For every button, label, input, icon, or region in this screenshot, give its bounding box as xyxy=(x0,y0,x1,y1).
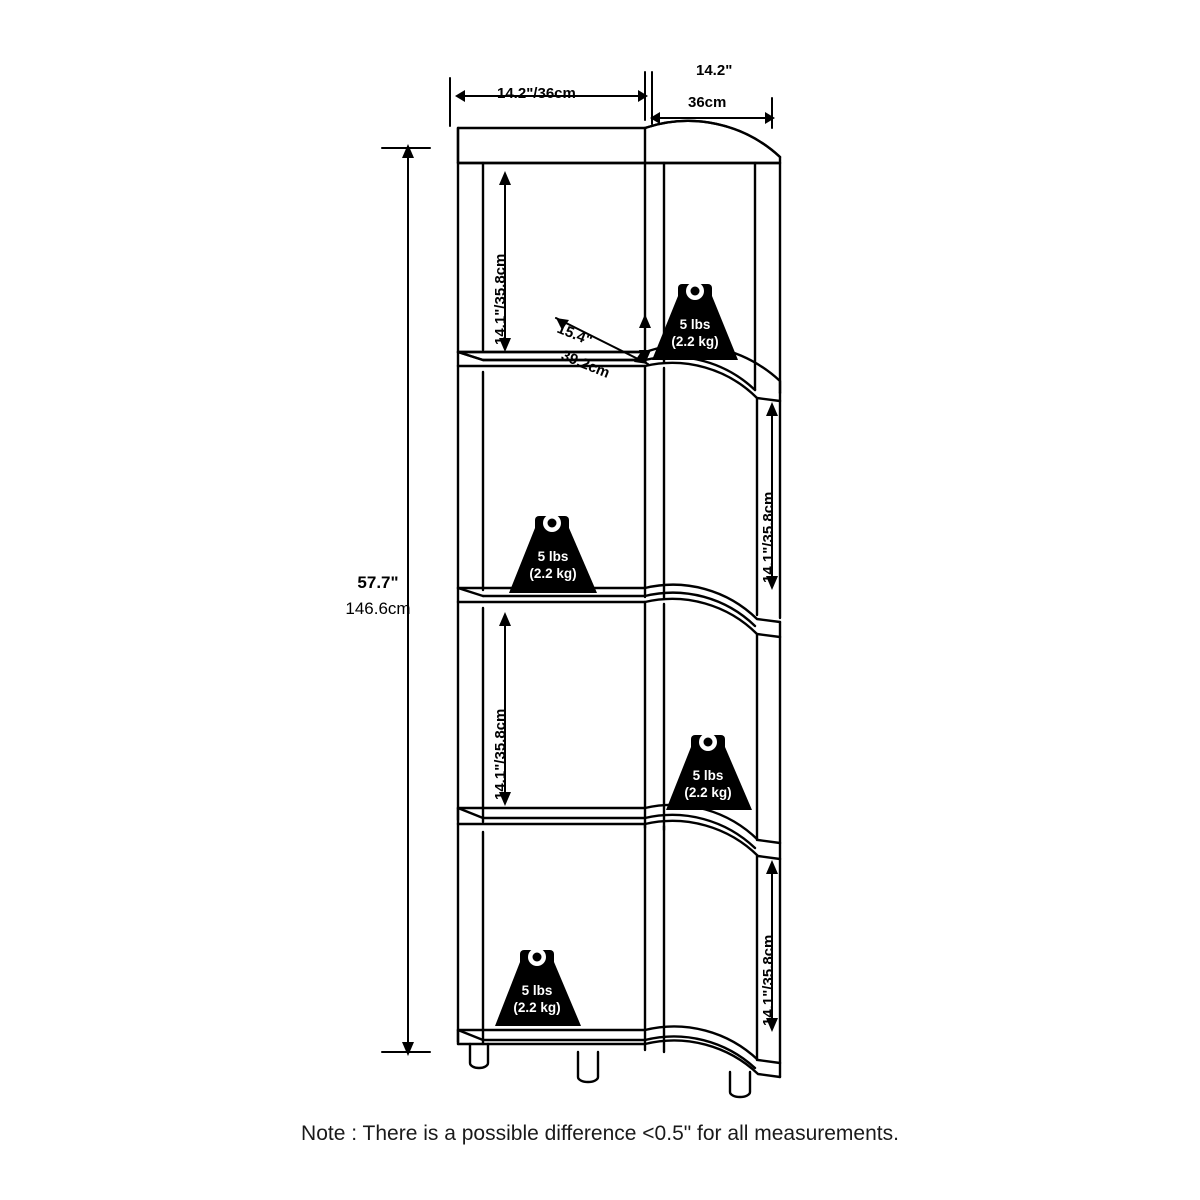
weight-label-3-lbs: 5 lbs xyxy=(692,768,724,783)
shelf-top-panel xyxy=(458,121,780,168)
dim-label-diagonal-line1: 15.4" xyxy=(554,320,595,350)
shelf-feet xyxy=(470,1044,750,1097)
dim-label-overall-height-line1: 57.7" xyxy=(357,573,399,592)
compartment-2-panels xyxy=(458,366,780,618)
weight-icon-3 xyxy=(666,733,752,810)
dim-label-overall-height-line2: 146.6cm xyxy=(345,599,411,618)
weight-icons xyxy=(495,282,752,1026)
dim-label-top-right-width-line2: 36cm xyxy=(688,94,727,111)
measurement-note: Note : There is a possible difference <0.5" for all measurements. xyxy=(301,1122,899,1145)
weight-label-2-lbs: 5 lbs xyxy=(537,549,569,564)
dim-label-gap-4-right: 14.1"/35.8cm xyxy=(760,934,777,1026)
weight-icon-4 xyxy=(495,948,581,1026)
weight-label-1-lbs: 5 lbs xyxy=(679,317,711,332)
dim-label-top-left-width: 14.2"/36cm xyxy=(497,85,576,102)
weight-label-2-kg: (2.2 kg) xyxy=(529,565,577,581)
weight-label-4-lbs: 5 lbs xyxy=(521,983,553,998)
weight-label-3-kg: (2.2 kg) xyxy=(684,784,732,800)
dim-label-gap-1: 14.1"/35.8cm xyxy=(492,253,509,345)
weight-label-1-kg: (2.2 kg) xyxy=(671,333,719,349)
dim-label-gap-2-right: 14.1"/35.8cm xyxy=(760,491,777,583)
dim-label-diagonal-line2: 39.2cm xyxy=(558,347,613,382)
weight-icon-2 xyxy=(509,514,597,593)
shelf-3-panel xyxy=(458,585,780,637)
bottom-panel xyxy=(458,1026,780,1077)
weight-label-4-kg: (2.2 kg) xyxy=(513,999,561,1015)
shelf-4-panel xyxy=(458,805,780,859)
dim-label-top-right-width-line1: 14.2" xyxy=(696,62,733,79)
dim-label-gap-3: 14.1"/35.8cm xyxy=(492,708,509,800)
compartment-4-panels xyxy=(458,824,780,1063)
